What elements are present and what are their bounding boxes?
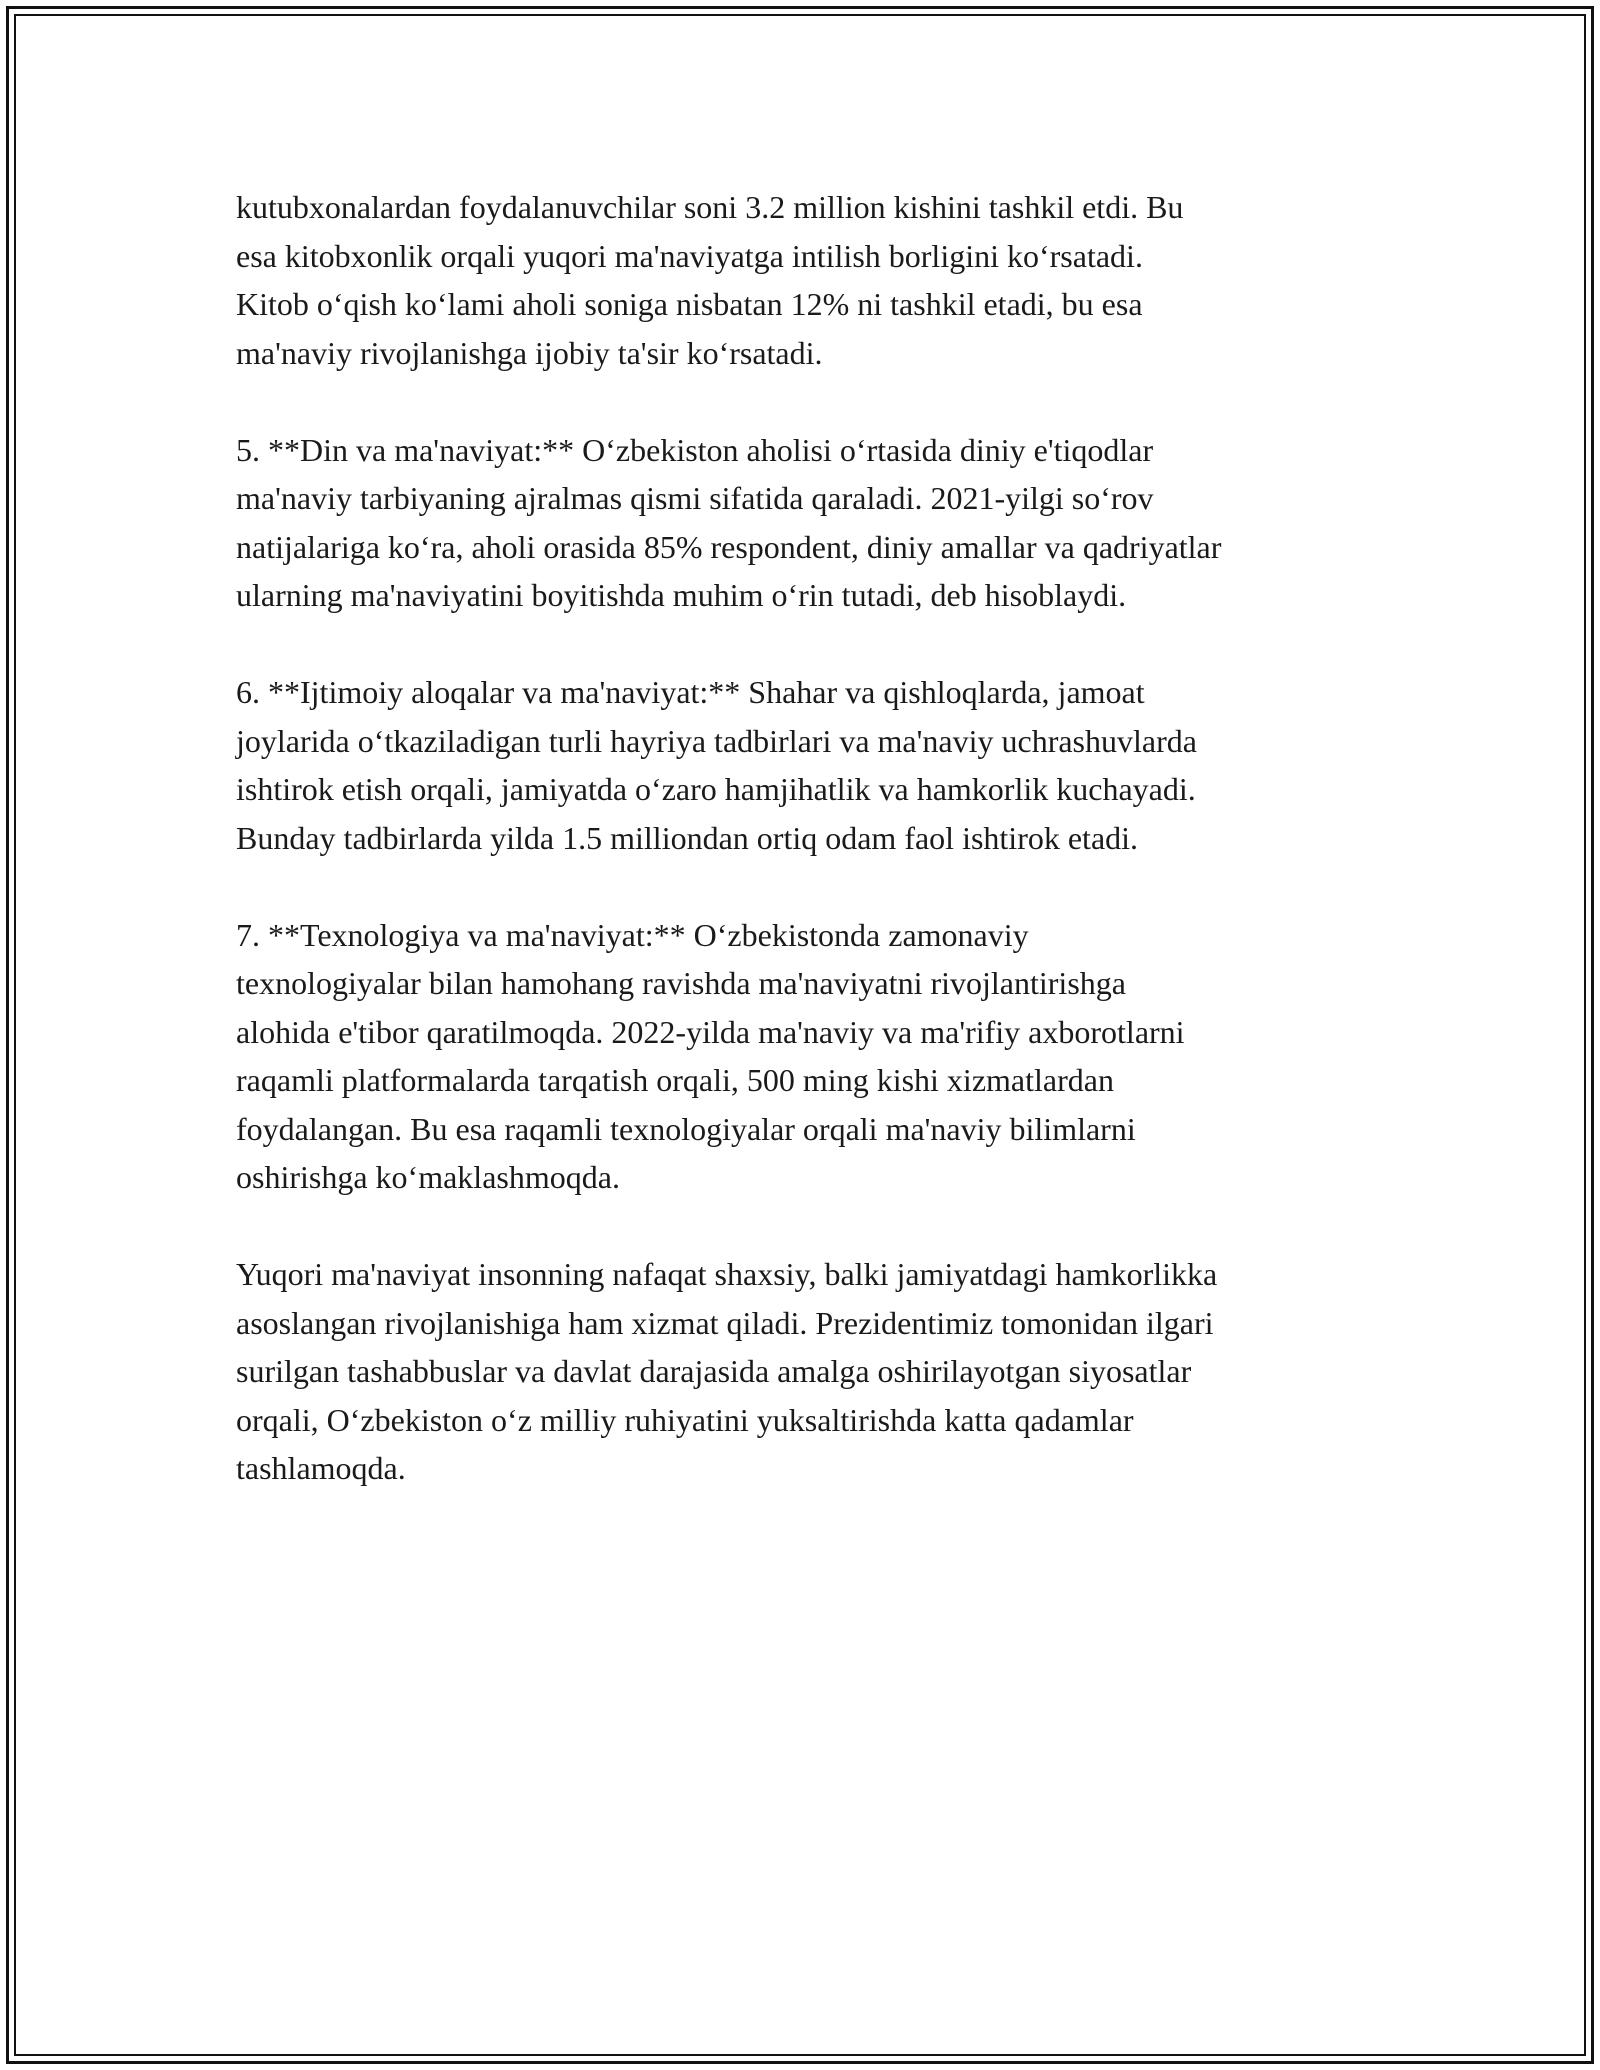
text-line: ishtirok etish orqali, jamiyatda o‘zaro hamjihatlik va hamkorlik kuchayadi.	[236, 771, 1196, 807]
text-line: 6. **Ijtimoiy aloqalar va ma'naviyat:** Shahar va qishloqlarda, jamoat	[236, 674, 1145, 710]
text-line: orqali, O‘zbekiston o‘z milliy ruhiyatini yuksaltirishda katta qadamlar	[236, 1401, 1134, 1438]
text-line: Kitob o‘qish ko‘lami aholi soniga nisbatan 12% ni tashkil etadi, bu esa	[236, 286, 1143, 322]
text-line: tashlamoqda.	[236, 1450, 406, 1486]
text-line: raqamli platformalarda tarqatish orqali, 500 ming kishi xizmatlardan	[236, 1062, 1114, 1098]
text-line: Yuqori ma'naviyat insonning nafaqat shaxsiy, balki jamiyatdagi hamkorlikka	[236, 1256, 1218, 1292]
text-line: 7. **Texnologiya va ma'naviyat:** O‘zbekistonda zamonaviy	[236, 916, 1029, 953]
text-line: asoslangan rivojlanishiga ham xizmat qiladi. Prezidentimiz tomonidan ilgari	[236, 1304, 1214, 1341]
paragraph-conclusion	[236, 1250, 1376, 1493]
text-line: surilgan tashabbuslar va davlat darajasida amalga oshirilayotgan siyosatlar	[236, 1353, 1192, 1389]
text-line: 5. **Din va ma'naviyat:** O‘zbekiston aholisi o‘rtasida diniy e'tiqodlar	[236, 431, 1154, 468]
paragraph-social	[236, 668, 1376, 862]
text-line: joylarida o‘tkaziladigan turli hayriya tadbirlari va ma'naviy uchrashuvlarda	[236, 722, 1197, 759]
text-line: foydalangan. Bu esa raqamli texnologiyalar orqali ma'naviy bilimlarni	[236, 1110, 1136, 1147]
text-line: ularning ma'naviyatini boyitishda muhim o‘rin tutadi, deb hisoblaydi.	[236, 577, 1127, 613]
text-line: ma'naviy rivojlanishga ijobiy ta'sir ko‘rsatadi.	[236, 334, 823, 371]
text-line: texnologiyalar bilan hamohang ravishda ma'naviyatni rivojlantirishga	[236, 965, 1126, 1001]
paragraph-religion	[236, 426, 1376, 620]
text-line: alohida e'tibor qaratilmoqda. 2022-yilda ma'naviy va ma'rifiy axborotlarni	[236, 1013, 1185, 1050]
document-body	[236, 183, 1376, 1541]
text-line: esa kitobxonlik orqali yuqori ma'naviyatga intilish borligini ko‘rsatadi.	[236, 237, 1143, 274]
text-line: Bunday tadbirlarda yilda 1.5 milliondan ortiq odam faol ishtirok etadi.	[236, 819, 1139, 856]
text-line: ma'naviy tarbiyaning ajralmas qismi sifatida qaraladi. 2021-yilgi so‘rov	[236, 480, 1154, 516]
paragraph-libraries	[236, 183, 1376, 377]
text-line: oshirishga ko‘maklashmoqda.	[236, 1159, 620, 1195]
text-line: kutubxonalardan foydalanuvchilar soni 3.2 million kishini tashkil etdi. Bu	[236, 189, 1184, 225]
text-line: natijalariga ko‘ra, aholi orasida 85% respondent, diniy amallar va qadriyatlar	[236, 528, 1222, 565]
paragraph-technology	[236, 911, 1376, 1202]
